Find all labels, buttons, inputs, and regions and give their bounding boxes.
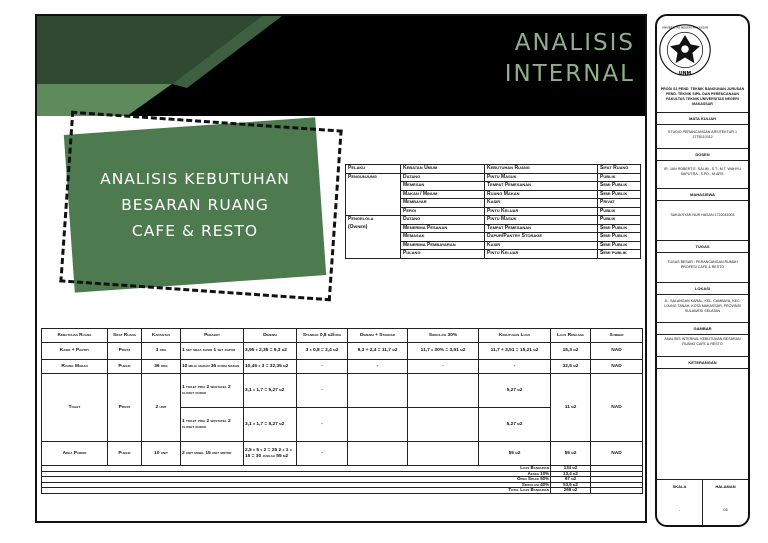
cell-sifat: Privat xyxy=(108,343,142,360)
keterangan-label: KETERANGAN xyxy=(657,357,748,369)
summary-value: 134 m2 xyxy=(551,466,591,472)
col-kebutuhan-luas: Kebutuhan Luas xyxy=(479,329,551,343)
cell-dimensi-standar xyxy=(348,374,408,408)
cell-kebutuhan: Kasir xyxy=(485,199,598,208)
activity-row xyxy=(346,173,641,182)
skala-cell xyxy=(657,480,702,525)
title-line-1: ANALISIS xyxy=(514,30,635,56)
cell-sifat: Publik xyxy=(598,207,641,216)
cell-standar: - xyxy=(297,442,348,466)
skala-label: SKALA xyxy=(672,484,687,489)
cell-kegiatan: Datang xyxy=(401,173,485,182)
space-requirement-table xyxy=(41,328,643,494)
cell-sifat: Semi publik xyxy=(598,250,641,259)
cell-perabot: 10 meja makan 36 kursi makan xyxy=(181,360,244,374)
cell-pelaku xyxy=(346,233,401,242)
cell-kebutuhan: 11,7 + 3,51 = 15,21 m2 xyxy=(479,343,551,360)
cell-kegiatan: Memasak xyxy=(401,233,485,242)
cell-dimensi-standar: 9,3 + 2,4 = 11,7 m2 xyxy=(348,343,408,360)
mata-kuliah-label: MATA KULIAH xyxy=(657,113,748,125)
cell-pelaku xyxy=(346,241,401,250)
summary-value: 67 m2 xyxy=(551,477,591,483)
mata-kuliah-value: STUDIO PERANCANGAN ARSITEKTUR 1 17TB110312 xyxy=(657,125,748,149)
col-luas-rencana: Luas Rencana xyxy=(551,329,591,343)
cell-perabot: 1 toilet pria 2 wastafel 2 closet duduk xyxy=(181,408,244,442)
cell-kegiatan: Menerima Pesanan xyxy=(401,224,485,233)
col-kegiatan: Kebatan Umum xyxy=(401,165,485,174)
cell-kegiatan: Memesan xyxy=(401,182,485,191)
cell-kapasitas: 36 org xyxy=(142,360,181,374)
cell-sirkulasi xyxy=(408,374,479,408)
cell-dimensi: 3,95 x 2,35 = 9,3 m2 xyxy=(244,343,297,360)
cell-name: Area Parkir xyxy=(42,442,108,466)
cell-kegiatan: Datang xyxy=(401,216,485,225)
cell-name: Toilet xyxy=(42,374,108,442)
activity-row xyxy=(346,190,641,199)
space-header-row xyxy=(42,329,643,343)
cell-sifat: Publik xyxy=(108,442,142,466)
mahasiswa-value: SAKIA SYAH NUR HASAN 1722041003 xyxy=(657,201,748,241)
cell-pelaku: Pengunjung xyxy=(346,173,401,182)
cell-kebutuhan: - xyxy=(479,360,551,374)
cell-pelaku xyxy=(346,207,401,216)
cell-dimensi-standar xyxy=(348,442,408,466)
cell-kapasitas: 2 unit xyxy=(142,374,181,442)
activity-row xyxy=(346,199,641,208)
title-block xyxy=(655,14,750,527)
cell-kegiatan: Membayar xyxy=(401,199,485,208)
mahasiswa-label: MAHASISWA xyxy=(657,189,748,201)
summary-value: 53,6 m2 xyxy=(551,482,591,488)
activity-row xyxy=(346,207,641,216)
col-perabot: Perabot xyxy=(181,329,244,343)
activity-row xyxy=(346,233,641,242)
cell-pelaku: (Owner) xyxy=(346,224,401,233)
card-line-3: CAFE & RESTO xyxy=(131,222,259,240)
tugas-value: TUGAS BESAR : PERANCANGAN RUMAH PROFESI CAFE & RESTO xyxy=(657,253,748,283)
cell-kebutuhan: Tempat Pemesanan xyxy=(485,224,598,233)
cell-sifat: Semi Publik xyxy=(598,224,641,233)
cell-name: Ruang Makan xyxy=(42,360,108,374)
activity-row xyxy=(346,182,641,191)
cell-pelaku xyxy=(346,190,401,199)
title-line-2: INTERNAL xyxy=(504,61,635,87)
cell-sifat: Semi Publik xyxy=(598,182,641,191)
col-dimensi-standar: Dimensi + Standar xyxy=(348,329,408,343)
cell-standar: - xyxy=(297,374,348,408)
cell-perabot: 2 unit mobil 15 unit motor xyxy=(181,442,244,466)
cell-kebutuhan: 55 m2 xyxy=(479,442,551,466)
logo-text: UNIVERSITAS NEGERI MAKASSAR xyxy=(661,25,709,30)
cell-sifat: Publik xyxy=(108,360,142,374)
lokasi-value: JL. SALANGAN KARAL, KEL. CAMBAYA, KEC. UJUNG TANAH, KOTA MAKASSAR, PROVINSI SULAWESI SELATAN xyxy=(657,295,748,323)
cell-sifat: Semi Publik xyxy=(598,190,641,199)
cell-sifat: Privat xyxy=(108,374,142,442)
cell-sumber: NAD xyxy=(591,360,643,374)
activity-row xyxy=(346,224,641,233)
cell-pelaku xyxy=(346,182,401,191)
col-sirkulasi: Sirkulasi 30% xyxy=(408,329,479,343)
cell-sifat: Publik xyxy=(598,173,641,182)
col-sifat-ruang: Sifat Ruang xyxy=(108,329,142,343)
card-line-1: ANALISIS KEBUTUHAN xyxy=(100,170,290,188)
halaman-value: 05 xyxy=(723,507,728,512)
cell-standar: - xyxy=(297,408,348,442)
cell-kegiatan: Makan / Minum xyxy=(401,190,485,199)
row-kasir xyxy=(42,343,643,360)
cell-sifat: Semi Publik xyxy=(598,233,641,242)
cell-dimensi: 3,1 x 1,7 = 5,27 m2 xyxy=(244,374,297,408)
col-kapasitas: Kapasitas xyxy=(142,329,181,343)
cell-sirkulasi xyxy=(408,442,479,466)
summary-label: Sirkulasi 40% xyxy=(42,482,551,488)
halaman-label: HALAMAN xyxy=(715,484,736,489)
row-toilet-1 xyxy=(42,374,643,408)
dosen-label: DOSEN xyxy=(657,149,748,161)
summary-label: Luas Bangunan xyxy=(42,466,551,472)
cell-pelaku xyxy=(346,250,401,259)
summary-value: 13,4 m2 xyxy=(551,471,591,477)
activity-header-row xyxy=(346,165,641,174)
activity-row xyxy=(346,250,641,259)
cell-kebutuhan: Dapur/Pantry Storage xyxy=(485,233,598,242)
cell-dimensi: 3,1 x 1,7 = 5,27 m2 xyxy=(244,408,297,442)
col-sumber: Sumber xyxy=(591,329,643,343)
university-logo xyxy=(657,22,713,78)
col-sifat: Sifat Ruang xyxy=(598,165,641,174)
cell-dimensi-standar xyxy=(348,408,408,442)
cell-perabot: 1 set meja kasir 1 set dapur xyxy=(181,343,244,360)
cell-kebutuhan: Pintu Masuk xyxy=(485,216,598,225)
lokasi-label: LOKASI xyxy=(657,283,748,295)
col-pelaku: Pelaku xyxy=(346,165,401,174)
cell-kegiatan: Menerima Pembayaran xyxy=(401,241,485,250)
cell-kebutuhan: 5,27 m2 xyxy=(479,374,551,408)
row-area-parkir xyxy=(42,442,643,466)
tugas-label: TUGAS xyxy=(657,241,748,253)
gambar-label: GAMBAR xyxy=(657,323,748,335)
cell-perabot: 1 toilet pria 2 wastafel 2 closet duduk xyxy=(181,374,244,408)
col-dimensi: Dimensi xyxy=(244,329,297,343)
title-card-text xyxy=(85,166,305,244)
summary-empty xyxy=(591,488,643,494)
cell-sumber: NAD xyxy=(591,343,643,360)
cell-kebutuhan: Pintu Keluar xyxy=(485,207,598,216)
cell-name: Kasir + Pantry xyxy=(42,343,108,360)
cell-dimensi: 2,5 x 5 x 2 = 25 2 x 1 x 15 = 30 jumlah 55 m2 xyxy=(244,442,297,466)
summary-label: Akses 10% xyxy=(42,471,551,477)
cell-kebutuhan: Ruang Makan xyxy=(485,190,598,199)
cell-pelaku: Pengelola xyxy=(346,216,401,225)
cell-sirkulasi: - xyxy=(408,360,479,374)
summary-row xyxy=(42,488,643,494)
cell-dimensi-standar: - xyxy=(348,360,408,374)
cell-sifat: Semi Publik xyxy=(598,241,641,250)
cell-pelaku xyxy=(346,199,401,208)
cell-kebutuhan: Tempat Pemesanan xyxy=(485,182,598,191)
cell-kebutuhan: Pintu Masuk xyxy=(485,173,598,182)
scale-page-row xyxy=(657,479,748,525)
cell-sifat: Publik xyxy=(598,216,641,225)
row-ruang-makan xyxy=(42,360,643,374)
cell-kegiatan: Pulang xyxy=(401,250,485,259)
activity-row xyxy=(346,241,641,250)
cell-rencana: 55 m2 xyxy=(551,442,591,466)
card-line-2: BESARAN RUANG xyxy=(121,196,269,214)
halaman-cell xyxy=(702,480,748,525)
page-title xyxy=(505,28,635,90)
col-standar: Standar 0,8 m2/org xyxy=(297,329,348,343)
col-kebutuhan: Kebutuhan Ruang xyxy=(485,165,598,174)
cell-kapasitas: 10 unit xyxy=(142,442,181,466)
cell-kegiatan: Pergi xyxy=(401,207,485,216)
cell-kapasitas: 3 org xyxy=(142,343,181,360)
cell-rencana: 32,5 m2 xyxy=(551,360,591,374)
cell-kebutuhan: Kasir xyxy=(485,241,598,250)
cell-rencana: 15,3 m2 xyxy=(551,343,591,360)
cell-sumber: NAD xyxy=(591,374,643,442)
cell-standar: 3 x 0,8 = 2,4 m2 xyxy=(297,343,348,360)
summary-label: Total Luas Bangunan xyxy=(42,488,551,494)
logo-abbr: UNM xyxy=(678,71,692,77)
cell-sifat: Privat xyxy=(598,199,641,208)
cell-sirkulasi xyxy=(408,408,479,442)
summary-value: 268 m2 xyxy=(551,488,591,494)
cell-kebutuhan: 5,27 m2 xyxy=(479,408,551,442)
cell-sirkulasi: 11,7 x 30% = 3,51 m2 xyxy=(408,343,479,360)
activity-row xyxy=(346,216,641,225)
summary-label: Open Space 50% xyxy=(42,477,551,483)
cell-kebutuhan: Pintu Keluar xyxy=(485,250,598,259)
university-name: PRODI S1 PEND. TEKNIK BANGUNAN JURUSAN PEND. TEKNIK SIPIL DAN PERENCANAAN FAKULTAS TEKNIK UNIVERSITAS NEGERI MAKASSAR xyxy=(657,85,748,113)
drawing-sheet xyxy=(35,14,647,523)
cell-dimensi: 10,45 x 3 = 32,35 m2 xyxy=(244,360,297,374)
dosen-value: IR. JAN ROBERT E. SALIM., S.T., M.T. WAHYU SAPUTRA., S.PD., M.ARS. xyxy=(657,161,748,189)
skala-value: - xyxy=(678,507,681,512)
activity-table xyxy=(345,164,641,259)
gambar-value: ANALISIS INTERNAL KEBUTUHAN BESARAN RUANG CAFE & RESTO xyxy=(657,335,748,357)
cell-sumber: NAD xyxy=(591,442,643,466)
cell-rencana: 11 m2 xyxy=(551,374,591,442)
col-kebutuhan-ruang: Kebutuhan Ruang xyxy=(42,329,108,343)
cell-standar: - xyxy=(297,360,348,374)
